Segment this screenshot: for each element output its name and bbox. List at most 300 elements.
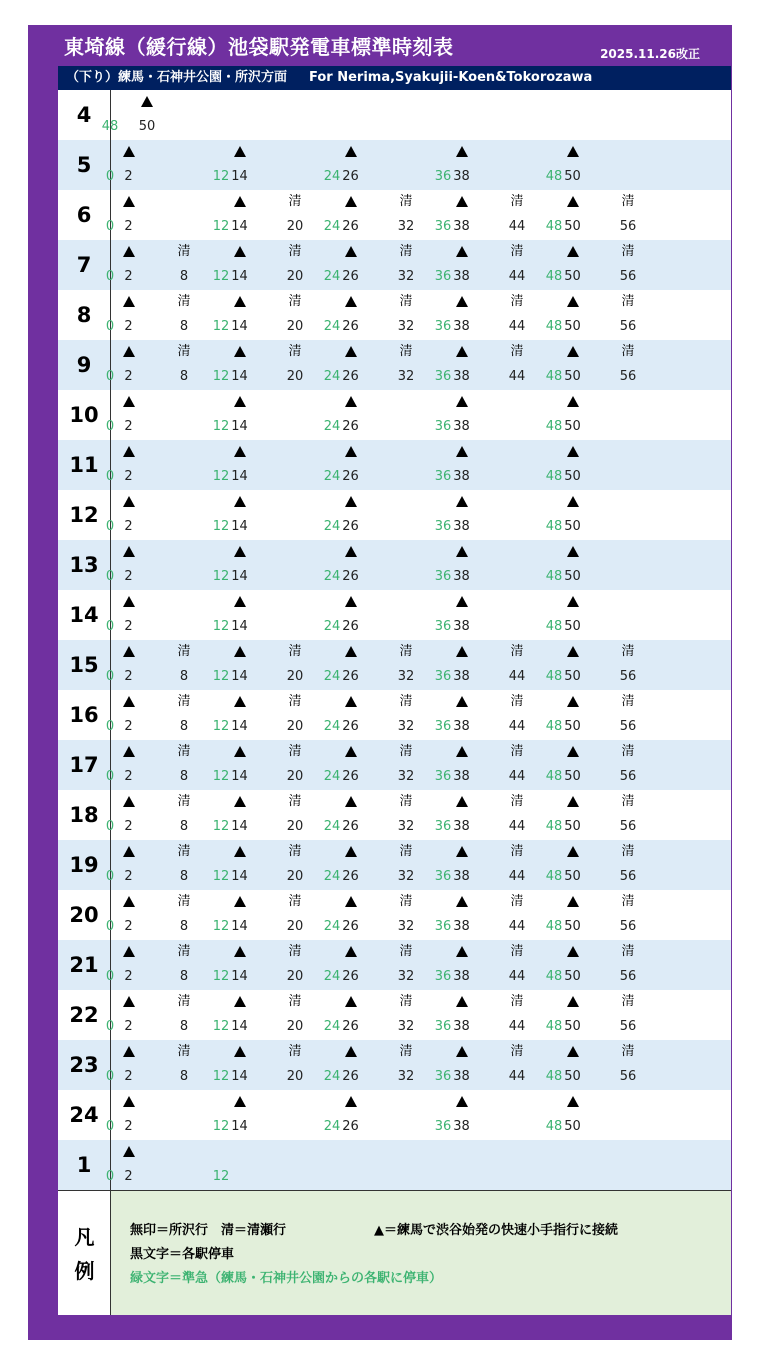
triangle-icon — [234, 746, 246, 757]
departure-minute: 44 — [508, 269, 526, 284]
departure-minute: 26 — [342, 269, 359, 284]
triangle-icon — [567, 746, 579, 757]
departure-minute: 24 — [323, 469, 341, 484]
departure-minute: 8 — [179, 1019, 189, 1034]
legend-destination: 無印＝所沢行 清＝清瀬行 — [130, 1223, 287, 1238]
departure-minute: 50 — [138, 119, 156, 134]
triangle-icon — [234, 796, 246, 807]
departure-minute: 24 — [323, 269, 341, 284]
departure-minute: 50 — [564, 969, 581, 984]
departure-minute: 24 — [323, 769, 341, 784]
triangle-icon — [234, 496, 246, 507]
departure-minute: 44 — [508, 669, 526, 684]
triangle-icon — [567, 946, 579, 957]
departure-minute: 2 — [124, 1069, 133, 1084]
triangle-icon — [456, 796, 468, 807]
kiyose-mark: 清 — [621, 694, 635, 709]
kiyose-mark: 清 — [510, 694, 524, 709]
hour-label: 23 — [58, 1040, 111, 1090]
triangle-icon — [345, 496, 357, 507]
kiyose-mark: 清 — [510, 994, 524, 1009]
departure-minute: 20 — [286, 819, 304, 834]
departure-minute: 38 — [453, 1019, 470, 1034]
triangle-icon — [234, 596, 246, 607]
departure-minute: 20 — [286, 319, 304, 334]
departure-minute: 12 — [212, 269, 230, 284]
departure-minute: 2 — [124, 669, 133, 684]
departure-minute: 50 — [564, 619, 581, 634]
kiyose-mark: 清 — [177, 244, 191, 259]
departure-minute: 38 — [453, 569, 470, 584]
triangle-icon — [456, 946, 468, 957]
departure-minute: 56 — [619, 319, 637, 334]
direction-en: For Nerima,Syakujii-Koen&Tokorozawa — [309, 70, 593, 85]
triangle-icon — [123, 146, 135, 157]
legend — [58, 1190, 731, 1315]
direction-ja: （下り）練馬・石神井公園・所沢方面 — [66, 70, 288, 85]
departure-minute: 20 — [286, 869, 304, 884]
departure-minute: 26 — [342, 519, 359, 534]
hour-label: 10 — [58, 390, 111, 440]
departure-minute: 36 — [434, 469, 452, 484]
departure-minute: 48 — [545, 419, 563, 434]
kiyose-mark: 清 — [621, 244, 635, 259]
kiyose-mark: 清 — [621, 344, 635, 359]
departure-minute: 2 — [124, 419, 133, 434]
departure-minute: 2 — [124, 919, 133, 934]
departure-minute: 38 — [453, 1119, 470, 1134]
departure-minute: 32 — [397, 719, 415, 734]
departure-minute: 12 — [212, 519, 230, 534]
departure-minute: 24 — [323, 1069, 341, 1084]
hour-row — [58, 590, 731, 640]
departure-minute: 24 — [323, 819, 341, 834]
departure-minute: 26 — [342, 219, 359, 234]
departure-minute: 50 — [564, 469, 581, 484]
departure-minute: 38 — [453, 969, 470, 984]
triangle-icon — [123, 446, 135, 457]
triangle-icon — [345, 1096, 357, 1107]
direction-bar — [58, 66, 731, 90]
kiyose-mark: 清 — [510, 1044, 524, 1059]
departure-minute: 2 — [124, 169, 133, 184]
hour-label: 13 — [58, 540, 111, 590]
kiyose-mark: 清 — [621, 644, 635, 659]
departure-minute: 14 — [231, 669, 248, 684]
departure-minute: 12 — [212, 819, 230, 834]
triangle-icon — [456, 1046, 468, 1057]
hour-label: 7 — [58, 240, 111, 290]
departure-minute: 24 — [323, 919, 341, 934]
triangle-icon — [345, 1046, 357, 1057]
departure-minute: 48 — [545, 819, 563, 834]
departure-minute: 2 — [124, 769, 133, 784]
triangle-icon — [345, 846, 357, 857]
departure-minute: 14 — [231, 419, 248, 434]
triangle-icon — [234, 546, 246, 557]
departure-minute: 8 — [179, 369, 189, 384]
departure-minute: 8 — [179, 1069, 189, 1084]
triangle-icon — [345, 396, 357, 407]
kiyose-mark: 清 — [288, 1044, 302, 1059]
departure-minute: 44 — [508, 769, 526, 784]
hour-row — [58, 440, 731, 490]
departure-minute: 0 — [105, 869, 115, 884]
departure-minute: 50 — [564, 319, 581, 334]
kiyose-mark: 清 — [177, 294, 191, 309]
kiyose-mark: 清 — [288, 344, 302, 359]
kiyose-mark: 清 — [177, 694, 191, 709]
departure-minute: 14 — [231, 569, 248, 584]
triangle-icon — [567, 996, 579, 1007]
departure-minute: 48 — [101, 119, 119, 134]
triangle-icon — [234, 996, 246, 1007]
departure-minute: 38 — [453, 669, 470, 684]
triangle-icon — [123, 996, 135, 1007]
departure-minute: 20 — [286, 719, 304, 734]
departure-minute: 36 — [434, 619, 452, 634]
kiyose-mark: 清 — [288, 844, 302, 859]
departure-minute: 56 — [619, 369, 637, 384]
departure-minute: 12 — [212, 469, 230, 484]
departure-minute: 50 — [564, 369, 581, 384]
departure-minute: 0 — [105, 369, 115, 384]
kiyose-mark: 清 — [288, 894, 302, 909]
departure-minute: 2 — [124, 719, 133, 734]
departure-minute: 36 — [434, 969, 452, 984]
departure-minute: 0 — [105, 169, 115, 184]
departure-minute: 48 — [545, 169, 563, 184]
departure-minute: 2 — [124, 1119, 133, 1134]
triangle-icon — [567, 446, 579, 457]
departure-minute: 50 — [564, 219, 581, 234]
triangle-icon — [567, 846, 579, 857]
departure-minute: 48 — [545, 1069, 563, 1084]
kiyose-mark: 清 — [621, 794, 635, 809]
kiyose-mark: 清 — [510, 294, 524, 309]
triangle-icon — [567, 896, 579, 907]
hour-label: 20 — [58, 890, 111, 940]
departure-minute: 26 — [342, 369, 359, 384]
kiyose-mark: 清 — [510, 194, 524, 209]
triangle-icon — [234, 246, 246, 257]
departure-minute: 2 — [124, 319, 133, 334]
kiyose-mark: 清 — [399, 994, 413, 1009]
departure-minute: 26 — [342, 869, 359, 884]
departure-minute: 44 — [508, 369, 526, 384]
triangle-icon — [234, 1096, 246, 1107]
departure-minute: 0 — [105, 1019, 115, 1034]
departure-minute: 0 — [105, 219, 115, 234]
departure-minute: 48 — [545, 269, 563, 284]
kiyose-mark: 清 — [621, 1044, 635, 1059]
departure-minute: 2 — [124, 1169, 133, 1184]
triangle-icon — [234, 646, 246, 657]
departure-minute: 24 — [323, 669, 341, 684]
kiyose-mark: 清 — [510, 944, 524, 959]
kiyose-mark: 清 — [621, 294, 635, 309]
triangle-icon — [234, 896, 246, 907]
departure-minute: 32 — [397, 1019, 415, 1034]
departure-minute: 20 — [286, 1019, 304, 1034]
triangle-icon — [456, 996, 468, 1007]
departure-minute: 26 — [342, 969, 359, 984]
departure-minute: 12 — [212, 1069, 230, 1084]
departure-minute: 48 — [545, 1119, 563, 1134]
departure-minute: 36 — [434, 769, 452, 784]
kiyose-mark: 清 — [177, 344, 191, 359]
departure-minute: 38 — [453, 919, 470, 934]
triangle-icon — [123, 1046, 135, 1057]
departure-minute: 32 — [397, 219, 415, 234]
departure-minute: 12 — [212, 869, 230, 884]
departure-minute: 2 — [124, 269, 133, 284]
triangle-icon — [123, 846, 135, 857]
triangle-icon — [234, 296, 246, 307]
departure-minute: 56 — [619, 269, 637, 284]
hour-row — [58, 190, 731, 240]
kiyose-mark: 清 — [399, 194, 413, 209]
kiyose-mark: 清 — [177, 794, 191, 809]
kiyose-mark: 清 — [399, 1044, 413, 1059]
departure-minute: 36 — [434, 669, 452, 684]
triangle-icon — [123, 196, 135, 207]
departure-minute: 56 — [619, 819, 637, 834]
departure-minute: 20 — [286, 1069, 304, 1084]
hour-row — [58, 240, 731, 290]
departure-minute: 44 — [508, 819, 526, 834]
departure-minute: 48 — [545, 569, 563, 584]
triangle-icon — [567, 796, 579, 807]
departure-minute: 26 — [342, 419, 359, 434]
hour-label: 18 — [58, 790, 111, 840]
triangle-icon — [123, 496, 135, 507]
departure-minute: 12 — [212, 919, 230, 934]
kiyose-mark: 清 — [288, 194, 302, 209]
departure-minute: 50 — [564, 869, 581, 884]
kiyose-mark: 清 — [399, 794, 413, 809]
hour-row — [58, 340, 731, 390]
departure-minute: 8 — [179, 769, 189, 784]
departure-minute: 14 — [231, 719, 248, 734]
triangle-icon — [123, 646, 135, 657]
triangle-icon — [234, 146, 246, 157]
triangle-icon — [345, 646, 357, 657]
departure-minute: 26 — [342, 719, 359, 734]
kiyose-mark: 清 — [177, 744, 191, 759]
departure-minute: 12 — [212, 569, 230, 584]
departure-minute: 8 — [179, 719, 189, 734]
departure-minute: 56 — [619, 1069, 637, 1084]
departure-minute: 44 — [508, 719, 526, 734]
departure-minute: 20 — [286, 969, 304, 984]
departure-minute: 0 — [105, 719, 115, 734]
triangle-icon — [234, 846, 246, 857]
hour-label: 1 — [58, 1140, 111, 1190]
kiyose-mark: 清 — [177, 644, 191, 659]
triangle-icon — [345, 896, 357, 907]
departure-minute: 48 — [545, 919, 563, 934]
departure-minute: 36 — [434, 269, 452, 284]
departure-minute: 26 — [342, 1119, 359, 1134]
departure-minute: 14 — [231, 219, 248, 234]
departure-minute: 24 — [323, 519, 341, 534]
triangle-icon — [123, 796, 135, 807]
departure-minute: 20 — [286, 769, 304, 784]
triangle-icon — [345, 796, 357, 807]
departure-minute: 0 — [105, 919, 115, 934]
kiyose-mark: 清 — [621, 994, 635, 1009]
hour-row — [58, 1140, 731, 1190]
kiyose-mark: 清 — [399, 844, 413, 859]
kiyose-mark: 清 — [177, 894, 191, 909]
hour-row — [58, 940, 731, 990]
departure-minute: 0 — [105, 469, 115, 484]
kiyose-mark: 清 — [177, 844, 191, 859]
departure-minute: 0 — [105, 619, 115, 634]
departure-minute: 0 — [105, 519, 115, 534]
departure-minute: 50 — [564, 169, 581, 184]
departure-minute: 56 — [619, 669, 637, 684]
departure-minute: 56 — [619, 919, 637, 934]
departure-minute: 8 — [179, 819, 189, 834]
departure-minute: 20 — [286, 369, 304, 384]
hour-label: 17 — [58, 740, 111, 790]
triangle-icon — [234, 396, 246, 407]
revision-date: 2025.11.26改正 — [600, 47, 700, 61]
departure-minute: 38 — [453, 869, 470, 884]
departure-minute: 2 — [124, 369, 133, 384]
hour-label: 8 — [58, 290, 111, 340]
departure-minute: 8 — [179, 669, 189, 684]
hour-label: 21 — [58, 940, 111, 990]
hour-row — [58, 90, 731, 140]
departure-minute: 48 — [545, 869, 563, 884]
hour-label: 14 — [58, 590, 111, 640]
departure-minute: 2 — [124, 469, 133, 484]
departure-minute: 32 — [397, 269, 415, 284]
kiyose-mark: 清 — [177, 994, 191, 1009]
triangle-icon — [567, 1046, 579, 1057]
kiyose-mark: 清 — [399, 894, 413, 909]
triangle-icon — [456, 546, 468, 557]
departure-minute: 26 — [342, 669, 359, 684]
hour-label: 19 — [58, 840, 111, 890]
departure-minute: 12 — [212, 719, 230, 734]
departure-minute: 14 — [231, 769, 248, 784]
departure-minute: 56 — [619, 219, 637, 234]
departure-minute: 32 — [397, 669, 415, 684]
kiyose-mark: 清 — [621, 744, 635, 759]
triangle-icon — [456, 346, 468, 357]
kiyose-mark: 清 — [621, 944, 635, 959]
departure-minute: 8 — [179, 869, 189, 884]
kiyose-mark: 清 — [288, 644, 302, 659]
departure-minute: 0 — [105, 319, 115, 334]
departure-minute: 2 — [124, 569, 133, 584]
kiyose-mark: 清 — [510, 844, 524, 859]
departure-minute: 20 — [286, 669, 304, 684]
triangle-icon — [123, 946, 135, 957]
triangle-icon — [123, 596, 135, 607]
hour-row — [58, 840, 731, 890]
departure-minute: 36 — [434, 1119, 452, 1134]
hour-row — [58, 740, 731, 790]
hour-row — [58, 1040, 731, 1090]
departure-minute: 12 — [212, 1019, 230, 1034]
departure-minute: 0 — [105, 1119, 115, 1134]
departure-minute: 44 — [508, 1019, 526, 1034]
departure-minute: 38 — [453, 269, 470, 284]
departure-minute: 50 — [564, 269, 581, 284]
departure-minute: 26 — [342, 319, 359, 334]
departure-minute: 48 — [545, 619, 563, 634]
departure-minute: 14 — [231, 369, 248, 384]
triangle-icon — [234, 946, 246, 957]
departure-minute: 50 — [564, 1119, 581, 1134]
departure-minute: 36 — [434, 219, 452, 234]
departure-minute: 56 — [619, 969, 637, 984]
departure-minute: 12 — [212, 219, 230, 234]
triangle-icon — [234, 1046, 246, 1057]
kiyose-mark: 清 — [621, 894, 635, 909]
triangle-icon — [234, 346, 246, 357]
kiyose-mark: 清 — [177, 1044, 191, 1059]
triangle-icon — [123, 896, 135, 907]
triangle-icon — [345, 196, 357, 207]
departure-minute: 0 — [105, 769, 115, 784]
triangle-icon — [456, 446, 468, 457]
departure-minute: 2 — [124, 519, 133, 534]
departure-minute: 24 — [323, 869, 341, 884]
hour-label: 6 — [58, 190, 111, 240]
departure-minute: 32 — [397, 969, 415, 984]
departure-minute: 36 — [434, 719, 452, 734]
departure-minute: 48 — [545, 369, 563, 384]
departure-minute: 0 — [105, 669, 115, 684]
departure-minute: 0 — [105, 419, 115, 434]
departure-minute: 56 — [619, 769, 637, 784]
hour-label: 11 — [58, 440, 111, 490]
hour-row — [58, 140, 731, 190]
kiyose-mark: 清 — [399, 694, 413, 709]
legend-local: 黒文字＝各駅停車 — [130, 1247, 235, 1262]
departure-minute: 38 — [453, 819, 470, 834]
departure-minute: 50 — [564, 419, 581, 434]
departure-minute: 44 — [508, 1069, 526, 1084]
triangle-icon — [345, 996, 357, 1007]
kiyose-mark: 清 — [510, 794, 524, 809]
departure-minute: 14 — [231, 819, 248, 834]
departure-minute: 12 — [212, 319, 230, 334]
triangle-icon — [567, 396, 579, 407]
triangle-icon — [123, 346, 135, 357]
kiyose-mark: 清 — [177, 944, 191, 959]
hour-label: 16 — [58, 690, 111, 740]
departure-minute: 12 — [212, 619, 230, 634]
departure-minute: 24 — [323, 569, 341, 584]
departure-minute: 24 — [323, 719, 341, 734]
hour-row — [58, 640, 731, 690]
departure-minute: 20 — [286, 269, 304, 284]
departure-minute: 24 — [323, 969, 341, 984]
departure-minute: 14 — [231, 1019, 248, 1034]
hour-label: 15 — [58, 640, 111, 690]
departure-minute: 44 — [508, 869, 526, 884]
departure-minute: 26 — [342, 569, 359, 584]
departure-minute: 38 — [453, 619, 470, 634]
departure-minute: 14 — [231, 269, 248, 284]
